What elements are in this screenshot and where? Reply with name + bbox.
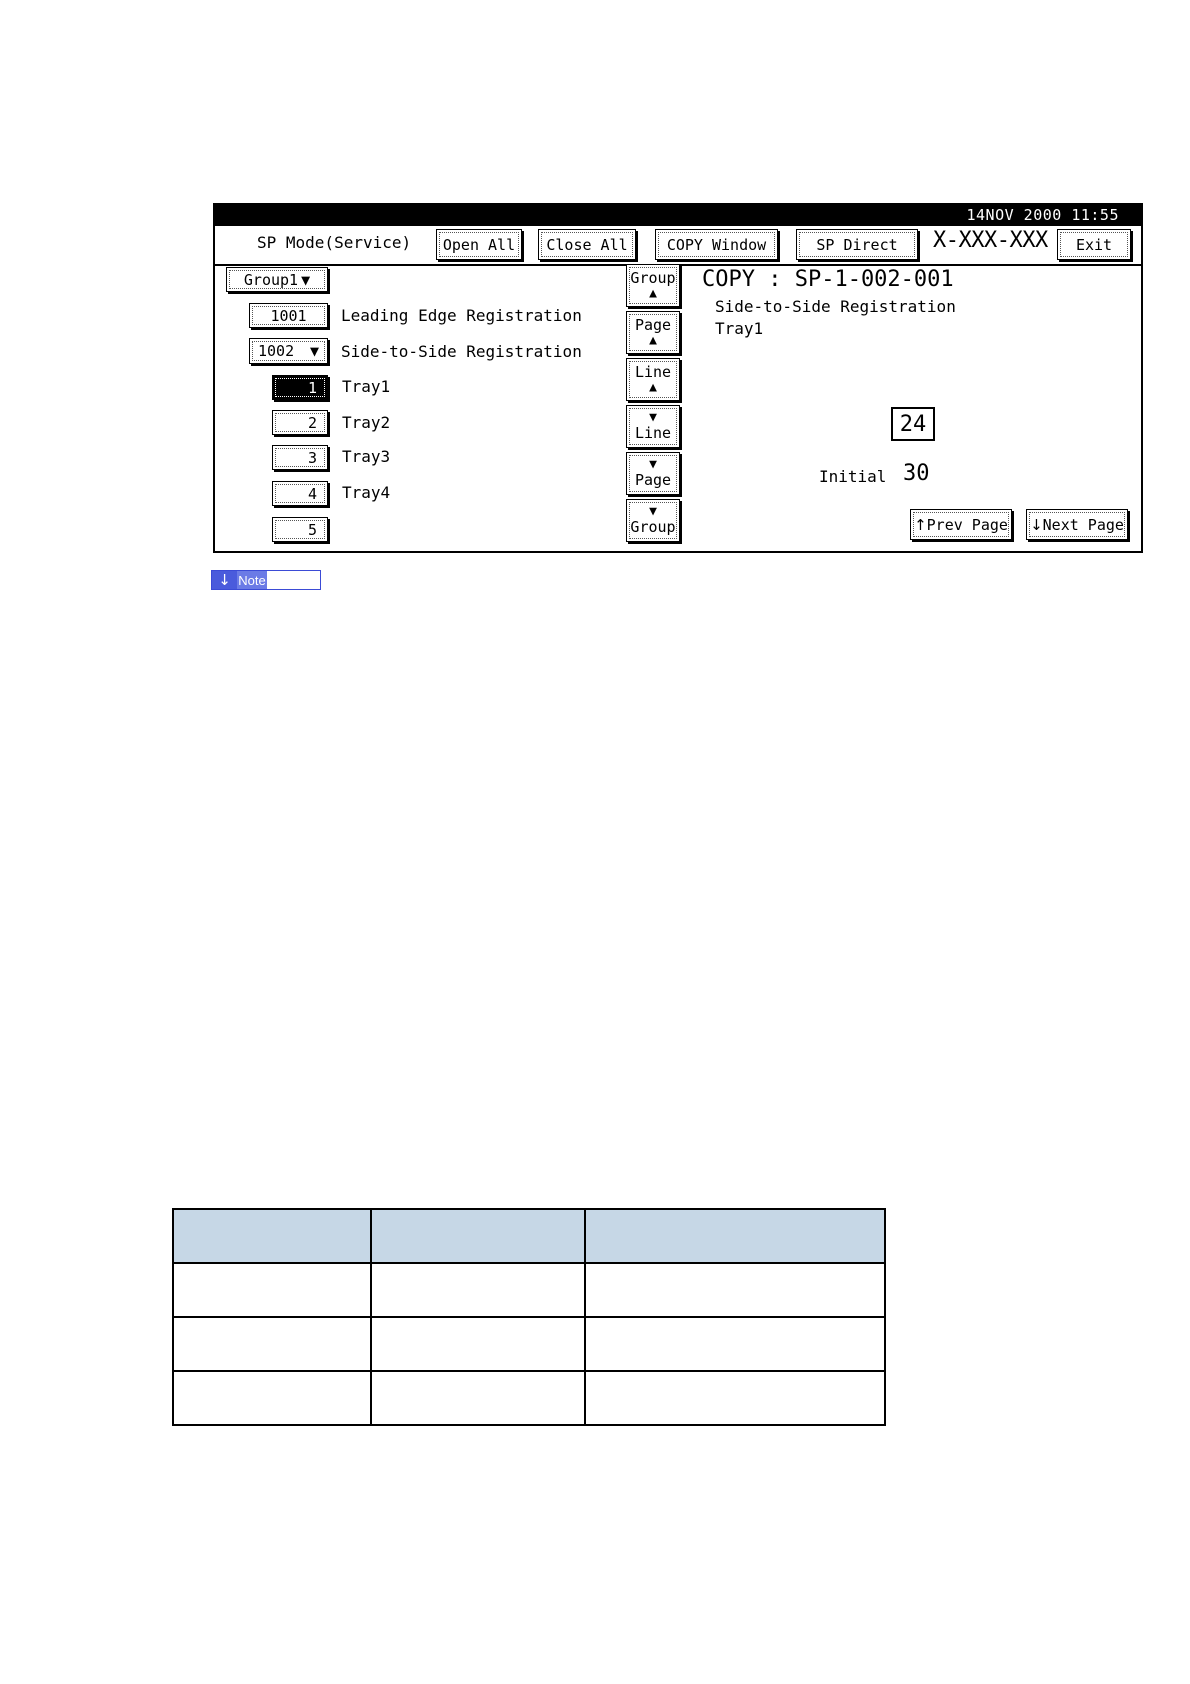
item-1001-button[interactable]: 1001 — [249, 303, 328, 328]
note-badge — [211, 570, 321, 590]
dropdown-arrow-icon: ▼ — [301, 270, 311, 289]
down-arrow-icon: ▼ — [649, 504, 657, 519]
status-bar — [215, 205, 1141, 226]
subitem-1-button[interactable]: 1 — [272, 375, 328, 400]
initial-value: 30 — [903, 461, 930, 486]
up-arrow-icon: ▲ — [649, 286, 657, 301]
table-cell — [585, 1371, 885, 1425]
next-page-button[interactable]: ↓ Next Page — [1026, 509, 1128, 540]
up-arrow-icon: ▲ — [649, 380, 657, 395]
subitem-2-label: Tray2 — [342, 413, 391, 432]
sp-item-name: Side-to-Side Registration — [715, 297, 956, 316]
table-row — [173, 1371, 885, 1425]
item-1002-button[interactable] — [249, 338, 328, 364]
table-cell — [585, 1317, 885, 1371]
table-row — [173, 1317, 885, 1371]
group-up-button[interactable]: Group ▲ — [626, 264, 680, 307]
table-cell — [173, 1371, 371, 1425]
table-cell — [371, 1317, 585, 1371]
up-arrow-icon: ▲ — [649, 333, 657, 348]
group-down-button[interactable]: ▼ Group — [626, 499, 680, 542]
table-header-cell — [371, 1209, 585, 1263]
page-down-button[interactable]: ▼ Page — [626, 452, 680, 495]
table-row — [173, 1263, 885, 1317]
subitem-3-label: Tray3 — [342, 447, 391, 466]
table-cell — [371, 1371, 585, 1425]
item-1002-label: Side-to-Side Registration — [341, 342, 582, 361]
open-all-button[interactable]: Open All — [436, 229, 522, 260]
subitem-3-button[interactable]: 3 — [272, 445, 328, 470]
close-all-button[interactable]: Close All — [538, 229, 636, 260]
group-dropdown-button[interactable] — [226, 267, 328, 292]
table-cell — [371, 1263, 585, 1317]
sp-subitem-name: Tray1 — [715, 319, 764, 338]
down-arrow-icon: ▼ — [649, 457, 657, 472]
data-table — [172, 1208, 886, 1426]
group-label: Group1 — [243, 270, 299, 289]
subitem-2-button[interactable]: 2 — [272, 410, 328, 435]
line-down-button[interactable]: ▼ Line — [626, 405, 680, 448]
item-1001-label: Leading Edge Registration — [341, 306, 582, 325]
current-value-field[interactable]: 24 — [891, 407, 935, 441]
copy-window-button[interactable]: COPY Window — [655, 229, 778, 260]
subitem-4-button[interactable]: 4 — [272, 481, 328, 506]
table-cell — [173, 1317, 371, 1371]
datetime: 14NOV 2000 11:55 — [966, 206, 1119, 224]
table-header-cell — [585, 1209, 885, 1263]
up-arrow-icon: ↑ — [914, 515, 927, 534]
subitem-1-label: Tray1 — [342, 377, 391, 396]
page-up-button[interactable]: Page ▲ — [626, 311, 680, 354]
machine-code: X-XXX-XXX — [933, 228, 1048, 253]
dropdown-arrow-icon: ▼ — [309, 342, 319, 360]
initial-label: Initial — [819, 467, 887, 486]
line-up-button[interactable]: Line ▲ — [626, 358, 680, 401]
table-cell — [173, 1263, 371, 1317]
table-header-cell — [173, 1209, 371, 1263]
down-arrow-icon: ↓ — [212, 571, 237, 589]
sp-mode-panel — [213, 203, 1143, 553]
down-arrow-icon: ▼ — [649, 410, 657, 425]
sp-number-title: COPY : SP-1-002-001 — [702, 267, 954, 292]
mode-title: SP Mode(Service) — [257, 233, 412, 252]
table-cell — [585, 1263, 885, 1317]
down-arrow-icon: ↓ — [1030, 515, 1043, 534]
prev-page-button[interactable]: ↑ Prev Page — [910, 509, 1012, 540]
subitem-4-label: Tray4 — [342, 483, 391, 502]
sp-direct-button[interactable]: SP Direct — [796, 229, 918, 260]
exit-button[interactable]: Exit — [1057, 229, 1131, 260]
table-header-row — [173, 1209, 885, 1263]
subitem-5-button[interactable]: 5 — [272, 517, 328, 542]
note-label: Note — [238, 572, 266, 588]
item-1002-code: 1002 — [258, 342, 295, 360]
